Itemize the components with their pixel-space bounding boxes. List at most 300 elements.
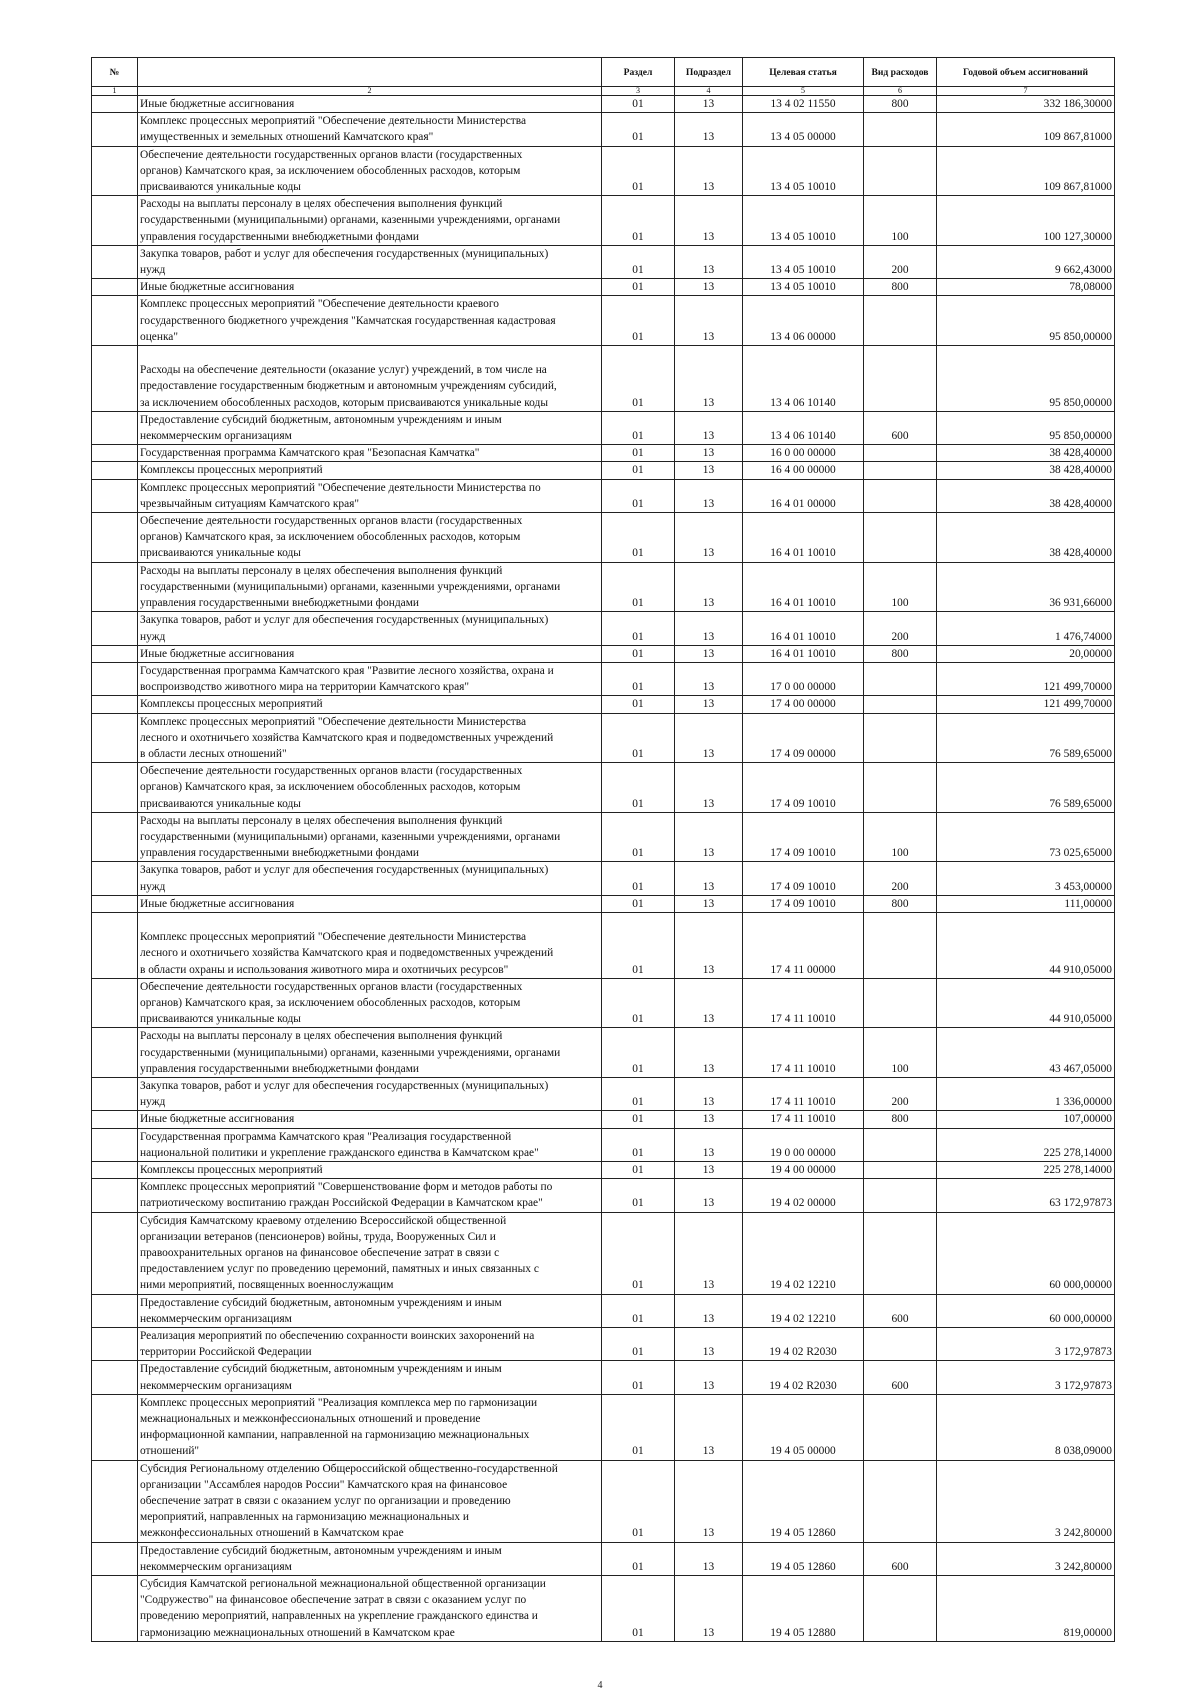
row-number-cell xyxy=(92,713,138,763)
expense-name-cell: Комплекс процессных мероприятий "Обеспечение деятельности краевого государственного бюджетного учреждения "Камчатская государственная кадастровая оценка" xyxy=(138,296,602,346)
podrazdel-cell: 13 xyxy=(675,445,743,462)
razdel-cell: 01 xyxy=(602,1394,675,1460)
razdel-cell: 01 xyxy=(602,346,675,412)
expense-name-cell: Расходы на выплаты персоналу в целях обеспечения выполнения функций государственными (муниципальными) органами, казенными учреждениями, органами управления государственными внебюджетными фондами xyxy=(138,812,602,862)
target-article-cell: 17 4 11 10010 xyxy=(743,1028,864,1078)
expense-type-cell: 800 xyxy=(864,895,937,912)
podrazdel-cell: 13 xyxy=(675,612,743,645)
annual-amount-cell: 8 038,09000 xyxy=(937,1394,1115,1460)
annual-amount-cell: 121 499,70000 xyxy=(937,662,1115,695)
table-row xyxy=(92,411,1115,444)
razdel-cell: 01 xyxy=(602,1294,675,1327)
expense-type-cell xyxy=(864,1460,937,1542)
expense-name-cell: Иные бюджетные ассигнования xyxy=(138,96,602,113)
expense-name-cell: Государственная программа Камчатского края "Безопасная Камчатка" xyxy=(138,445,602,462)
expense-type-cell: 600 xyxy=(864,1542,937,1575)
podrazdel-cell: 13 xyxy=(675,1294,743,1327)
annual-amount-cell: 43 467,05000 xyxy=(937,1028,1115,1078)
expense-name-cell: Расходы на выплаты персоналу в целях обеспечения выполнения функций государственными (муниципальными) органами, казенными учреждениями, органами управления государственными внебюджетными фондами xyxy=(138,196,602,246)
target-article-cell: 17 4 11 10010 xyxy=(743,978,864,1028)
target-article-cell: 13 4 05 10010 xyxy=(743,196,864,246)
target-article-cell: 19 0 00 00000 xyxy=(743,1128,864,1161)
expense-type-cell xyxy=(864,1162,937,1179)
expense-type-cell: 100 xyxy=(864,1028,937,1078)
expense-name-cell: Расходы на выплаты персоналу в целях обеспечения выполнения функций государственными (муниципальными) органами, казенными учреждениями, органами управления государственными внебюджетными фондами xyxy=(138,1028,602,1078)
podrazdel-cell: 13 xyxy=(675,479,743,512)
razdel-cell: 01 xyxy=(602,1162,675,1179)
header-target-article: Целевая статья xyxy=(743,58,864,87)
expense-type-cell xyxy=(864,296,937,346)
podrazdel-cell: 13 xyxy=(675,1028,743,1078)
row-number-cell xyxy=(92,895,138,912)
row-number-cell xyxy=(92,445,138,462)
expense-type-cell: 100 xyxy=(864,562,937,612)
expense-type-cell xyxy=(864,513,937,563)
razdel-cell: 01 xyxy=(602,912,675,978)
razdel-cell: 01 xyxy=(602,411,675,444)
expense-type-cell: 200 xyxy=(864,862,937,895)
target-article-cell: 19 4 05 00000 xyxy=(743,1394,864,1460)
expense-type-cell: 200 xyxy=(864,612,937,645)
podrazdel-cell: 13 xyxy=(675,1077,743,1110)
podrazdel-cell: 13 xyxy=(675,1361,743,1394)
expense-name-cell: Комплекс процессных мероприятий "Обеспечение деятельности Министерства по чрезвычайным ситуациям Камчатского края" xyxy=(138,479,602,512)
razdel-cell: 01 xyxy=(602,1542,675,1575)
expense-name-cell: Комплексы процессных мероприятий xyxy=(138,462,602,479)
podrazdel-cell: 13 xyxy=(675,279,743,296)
expense-name-cell: Расходы на выплаты персоналу в целях обеспечения выполнения функций государственными (муниципальными) органами, казенными учреждениями, органами управления государственными внебюджетными фондами xyxy=(138,562,602,612)
target-article-cell: 16 4 01 10010 xyxy=(743,612,864,645)
razdel-cell: 01 xyxy=(602,146,675,196)
row-number-cell xyxy=(92,912,138,978)
expense-type-cell xyxy=(864,713,937,763)
table-row xyxy=(92,713,1115,763)
expense-name-cell: Государственная программа Камчатского края "Развитие лесного хозяйства, охрана и воспроизводство животного мира на территории Камчатского края" xyxy=(138,662,602,695)
table-row xyxy=(92,245,1115,278)
podrazdel-cell: 13 xyxy=(675,812,743,862)
row-number-cell xyxy=(92,346,138,412)
expense-name-cell: Закупка товаров, работ и услуг для обеспечения государственных (муниципальных) нужд xyxy=(138,612,602,645)
row-number-cell xyxy=(92,411,138,444)
row-number-cell xyxy=(92,1394,138,1460)
budget-allocation-table xyxy=(91,57,1115,1642)
row-number-cell xyxy=(92,1361,138,1394)
annual-amount-cell: 76 589,65000 xyxy=(937,763,1115,813)
expense-type-cell: 800 xyxy=(864,645,937,662)
razdel-cell: 01 xyxy=(602,1576,675,1642)
razdel-cell: 01 xyxy=(602,1077,675,1110)
target-article-cell: 19 4 00 00000 xyxy=(743,1162,864,1179)
expense-name-cell: Расходы на обеспечение деятельности (оказание услуг) учреждений, в том числе на предоставление государственным бюджетным и автономным учреждениям субсидий, за исключением обособленных расходов, которым присваиваются уникальные коды xyxy=(138,346,602,412)
expense-name-cell: Субсидия Камчатской региональной межнациональной общественной организации "Содружество" на финансовое обеспечение затрат в связи с оказанием услуг по проведению мероприятий, направленных на укрепление гражданского единства и гармонизацию межнациональных отношений в Камчатском крае xyxy=(138,1576,602,1642)
target-article-cell: 17 4 11 10010 xyxy=(743,1111,864,1128)
target-article-cell: 13 4 05 10010 xyxy=(743,146,864,196)
table-row xyxy=(92,445,1115,462)
razdel-cell: 01 xyxy=(602,113,675,146)
target-article-cell: 13 4 05 00000 xyxy=(743,113,864,146)
table-row xyxy=(92,146,1115,196)
target-article-cell: 17 4 09 10010 xyxy=(743,895,864,912)
row-number-cell xyxy=(92,1212,138,1294)
expense-name-cell: Обеспечение деятельности государственных органов власти (государственных органов) Камчатского края, за исключением обособленных расходов, которым присваиваются уникальные коды xyxy=(138,978,602,1028)
razdel-cell: 01 xyxy=(602,562,675,612)
row-number-cell xyxy=(92,1576,138,1642)
table-row xyxy=(92,1111,1115,1128)
table-body xyxy=(92,96,1115,1642)
podrazdel-cell: 13 xyxy=(675,562,743,612)
razdel-cell: 01 xyxy=(602,245,675,278)
annual-amount-cell: 1 476,74000 xyxy=(937,612,1115,645)
podrazdel-cell: 13 xyxy=(675,1212,743,1294)
row-number-cell xyxy=(92,662,138,695)
expense-name-cell: Обеспечение деятельности государственных органов власти (государственных органов) Камчатского края, за исключением обособленных расходов, которым присваиваются уникальные коды xyxy=(138,146,602,196)
annual-amount-cell: 78,08000 xyxy=(937,279,1115,296)
razdel-cell: 01 xyxy=(602,862,675,895)
table-row xyxy=(92,1460,1115,1542)
podrazdel-cell: 13 xyxy=(675,1179,743,1212)
row-number-cell xyxy=(92,245,138,278)
podrazdel-cell: 13 xyxy=(675,513,743,563)
podrazdel-cell: 13 xyxy=(675,411,743,444)
razdel-cell: 01 xyxy=(602,1128,675,1161)
column-number: 7 xyxy=(937,87,1115,96)
razdel-cell: 01 xyxy=(602,1361,675,1394)
podrazdel-cell: 13 xyxy=(675,245,743,278)
target-article-cell: 13 4 06 00000 xyxy=(743,296,864,346)
annual-amount-cell: 121 499,70000 xyxy=(937,696,1115,713)
target-article-cell: 13 4 06 10140 xyxy=(743,346,864,412)
annual-amount-cell: 109 867,81000 xyxy=(937,146,1115,196)
column-number: 6 xyxy=(864,87,937,96)
expense-name-cell: Комплексы процессных мероприятий xyxy=(138,1162,602,1179)
expense-name-cell: Комплекс процессных мероприятий "Обеспечение деятельности Министерства лесного и охотничьего хозяйства Камчатского края и подведомственных учреждений в области лесных отношений" xyxy=(138,713,602,763)
table-row xyxy=(92,696,1115,713)
expense-type-cell: 200 xyxy=(864,1077,937,1110)
expense-type-cell xyxy=(864,1179,937,1212)
annual-amount-cell: 95 850,00000 xyxy=(937,346,1115,412)
expense-type-cell: 600 xyxy=(864,1361,937,1394)
column-number: 1 xyxy=(92,87,138,96)
annual-amount-cell: 109 867,81000 xyxy=(937,113,1115,146)
annual-amount-cell: 36 931,66000 xyxy=(937,562,1115,612)
podrazdel-cell: 13 xyxy=(675,862,743,895)
table-row xyxy=(92,562,1115,612)
razdel-cell: 01 xyxy=(602,1111,675,1128)
podrazdel-cell: 13 xyxy=(675,296,743,346)
header-expense-type: Вид расходов xyxy=(864,58,937,87)
podrazdel-cell: 13 xyxy=(675,113,743,146)
row-number-cell xyxy=(92,1460,138,1542)
row-number-cell xyxy=(92,1111,138,1128)
podrazdel-cell: 13 xyxy=(675,1394,743,1460)
target-article-cell: 19 4 02 12210 xyxy=(743,1294,864,1327)
expense-type-cell: 600 xyxy=(864,411,937,444)
table-row xyxy=(92,1294,1115,1327)
expense-name-cell: Закупка товаров, работ и услуг для обеспечения государственных (муниципальных) нужд xyxy=(138,862,602,895)
row-number-cell xyxy=(92,96,138,113)
table-row xyxy=(92,1394,1115,1460)
expense-type-cell xyxy=(864,912,937,978)
razdel-cell: 01 xyxy=(602,1212,675,1294)
expense-type-cell xyxy=(864,146,937,196)
page-number: 4 xyxy=(597,1680,603,1691)
target-article-cell: 13 4 05 10010 xyxy=(743,245,864,278)
annual-amount-cell: 38 428,40000 xyxy=(937,462,1115,479)
razdel-cell: 01 xyxy=(602,812,675,862)
razdel-cell: 01 xyxy=(602,1328,675,1361)
razdel-cell: 01 xyxy=(602,479,675,512)
target-article-cell: 17 4 00 00000 xyxy=(743,696,864,713)
podrazdel-cell: 13 xyxy=(675,196,743,246)
row-number-cell xyxy=(92,1542,138,1575)
podrazdel-cell: 13 xyxy=(675,1111,743,1128)
podrazdel-cell: 13 xyxy=(675,1162,743,1179)
expense-type-cell xyxy=(864,978,937,1028)
annual-amount-cell: 60 000,00000 xyxy=(937,1294,1115,1327)
row-number-cell xyxy=(92,645,138,662)
podrazdel-cell: 13 xyxy=(675,645,743,662)
target-article-cell: 13 4 06 10140 xyxy=(743,411,864,444)
table-row xyxy=(92,513,1115,563)
expense-type-cell: 100 xyxy=(864,812,937,862)
annual-amount-cell: 819,00000 xyxy=(937,1576,1115,1642)
table-row xyxy=(92,96,1115,113)
target-article-cell: 13 4 02 11550 xyxy=(743,96,864,113)
target-article-cell: 17 4 09 00000 xyxy=(743,713,864,763)
razdel-cell: 01 xyxy=(602,696,675,713)
header-podrazdel: Подраздел xyxy=(675,58,743,87)
table-row xyxy=(92,1212,1115,1294)
table-row xyxy=(92,1077,1115,1110)
row-number-cell xyxy=(92,812,138,862)
row-number-cell xyxy=(92,1294,138,1327)
header-annual-amount: Годовой объем ассигнований xyxy=(937,58,1115,87)
podrazdel-cell: 13 xyxy=(675,1128,743,1161)
column-number-row xyxy=(92,87,1115,96)
expense-name-cell: Иные бюджетные ассигнования xyxy=(138,645,602,662)
table-row xyxy=(92,662,1115,695)
razdel-cell: 01 xyxy=(602,763,675,813)
annual-amount-cell: 3 172,97873 xyxy=(937,1328,1115,1361)
table-row xyxy=(92,479,1115,512)
target-article-cell: 16 4 01 10010 xyxy=(743,562,864,612)
row-number-cell xyxy=(92,279,138,296)
row-number-cell xyxy=(92,562,138,612)
expense-name-cell: Закупка товаров, работ и услуг для обеспечения государственных (муниципальных) нужд xyxy=(138,1077,602,1110)
annual-amount-cell: 44 910,05000 xyxy=(937,912,1115,978)
podrazdel-cell: 13 xyxy=(675,696,743,713)
expense-type-cell: 800 xyxy=(864,1111,937,1128)
podrazdel-cell: 13 xyxy=(675,462,743,479)
podrazdel-cell: 13 xyxy=(675,662,743,695)
table-row xyxy=(92,645,1115,662)
podrazdel-cell: 13 xyxy=(675,912,743,978)
expense-type-cell: 800 xyxy=(864,96,937,113)
target-article-cell: 16 4 00 00000 xyxy=(743,462,864,479)
table-row xyxy=(92,1328,1115,1361)
expense-type-cell: 600 xyxy=(864,1294,937,1327)
annual-amount-cell: 76 589,65000 xyxy=(937,713,1115,763)
target-article-cell: 17 4 11 10010 xyxy=(743,1077,864,1110)
razdel-cell: 01 xyxy=(602,1179,675,1212)
expense-name-cell: Предоставление субсидий бюджетным, автономным учреждениям и иным некоммерческим организациям xyxy=(138,1361,602,1394)
row-number-cell xyxy=(92,1077,138,1110)
expense-name-cell: Обеспечение деятельности государственных органов власти (государственных органов) Камчатского края, за исключением обособленных расходов, которым присваиваются уникальные коды xyxy=(138,513,602,563)
annual-amount-cell: 95 850,00000 xyxy=(937,296,1115,346)
expense-type-cell xyxy=(864,696,937,713)
target-article-cell: 19 4 02 00000 xyxy=(743,1179,864,1212)
table-row xyxy=(92,296,1115,346)
table-row xyxy=(92,346,1115,412)
expense-type-cell xyxy=(864,445,937,462)
expense-type-cell xyxy=(864,1328,937,1361)
podrazdel-cell: 13 xyxy=(675,1328,743,1361)
column-number: 3 xyxy=(602,87,675,96)
expense-type-cell xyxy=(864,479,937,512)
table-header-row xyxy=(92,58,1115,87)
annual-amount-cell: 3 242,80000 xyxy=(937,1460,1115,1542)
razdel-cell: 01 xyxy=(602,445,675,462)
row-number-cell xyxy=(92,978,138,1028)
column-number: 5 xyxy=(743,87,864,96)
annual-amount-cell: 100 127,30000 xyxy=(937,196,1115,246)
table-row xyxy=(92,1028,1115,1078)
table-row xyxy=(92,113,1115,146)
target-article-cell: 17 4 11 00000 xyxy=(743,912,864,978)
expense-name-cell: Закупка товаров, работ и услуг для обеспечения государственных (муниципальных) нужд xyxy=(138,245,602,278)
expense-name-cell: Комплекс процессных мероприятий "Обеспечение деятельности Министерства лесного и охотничьего хозяйства Камчатского края и подведомственных учреждений в области охраны и использования животного мира и охотничьих ресурсов" xyxy=(138,912,602,978)
expense-name-cell: Реализация мероприятий по обеспечению сохранности воинских захоронений на территории Российской Федерации xyxy=(138,1328,602,1361)
razdel-cell: 01 xyxy=(602,1028,675,1078)
table-row xyxy=(92,612,1115,645)
table-row xyxy=(92,1576,1115,1642)
podrazdel-cell: 13 xyxy=(675,763,743,813)
expense-type-cell xyxy=(864,113,937,146)
row-number-cell xyxy=(92,1328,138,1361)
table-row xyxy=(92,895,1115,912)
annual-amount-cell: 3 172,97873 xyxy=(937,1361,1115,1394)
target-article-cell: 16 4 01 00000 xyxy=(743,479,864,512)
annual-amount-cell: 3 242,80000 xyxy=(937,1542,1115,1575)
target-article-cell: 19 4 02 R2030 xyxy=(743,1361,864,1394)
expense-type-cell xyxy=(864,1394,937,1460)
razdel-cell: 01 xyxy=(602,713,675,763)
row-number-cell xyxy=(92,763,138,813)
annual-amount-cell: 1 336,00000 xyxy=(937,1077,1115,1110)
expense-name-cell: Обеспечение деятельности государственных органов власти (государственных органов) Камчатского края, за исключением обособленных расходов, которым присваиваются уникальные коды xyxy=(138,763,602,813)
razdel-cell: 01 xyxy=(602,279,675,296)
razdel-cell: 01 xyxy=(602,96,675,113)
expense-type-cell xyxy=(864,1576,937,1642)
annual-amount-cell: 95 850,00000 xyxy=(937,411,1115,444)
table-row xyxy=(92,763,1115,813)
annual-amount-cell: 225 278,14000 xyxy=(937,1162,1115,1179)
podrazdel-cell: 13 xyxy=(675,1460,743,1542)
expense-name-cell: Субсидия Региональному отделению Общероссийской общественно-государственной организации "Ассамблея народов России" Камчатского края на финансовое обеспечение затрат в связи с оказанием услуг по организации и проведению мероприятий, направленных на гармонизацию межнациональных и межконфессиональных отношений в Камчатском крае xyxy=(138,1460,602,1542)
expense-name-cell: Иные бюджетные ассигнования xyxy=(138,895,602,912)
razdel-cell: 01 xyxy=(602,1460,675,1542)
table-row xyxy=(92,279,1115,296)
row-number-cell xyxy=(92,479,138,512)
row-number-cell xyxy=(92,1162,138,1179)
table-row xyxy=(92,978,1115,1028)
table-row xyxy=(92,196,1115,246)
row-number-cell xyxy=(92,1128,138,1161)
annual-amount-cell: 38 428,40000 xyxy=(937,479,1115,512)
razdel-cell: 01 xyxy=(602,296,675,346)
target-article-cell: 16 0 00 00000 xyxy=(743,445,864,462)
row-number-cell xyxy=(92,612,138,645)
podrazdel-cell: 13 xyxy=(675,1542,743,1575)
target-article-cell: 17 4 09 10010 xyxy=(743,763,864,813)
annual-amount-cell: 3 453,00000 xyxy=(937,862,1115,895)
expense-type-cell: 800 xyxy=(864,279,937,296)
annual-amount-cell: 107,00000 xyxy=(937,1111,1115,1128)
target-article-cell: 17 4 09 10010 xyxy=(743,812,864,862)
expense-name-cell: Предоставление субсидий бюджетным, автономным учреждениям и иным некоммерческим организациям xyxy=(138,1542,602,1575)
razdel-cell: 01 xyxy=(602,895,675,912)
column-number: 4 xyxy=(675,87,743,96)
target-article-cell: 17 0 00 00000 xyxy=(743,662,864,695)
podrazdel-cell: 13 xyxy=(675,978,743,1028)
expense-name-cell: Государственная программа Камчатского края "Реализация государственной национальной политики и укрепление гражданского единства в Камчатском крае" xyxy=(138,1128,602,1161)
table-row xyxy=(92,462,1115,479)
table-row xyxy=(92,1542,1115,1575)
expense-type-cell xyxy=(864,346,937,412)
expense-name-cell: Иные бюджетные ассигнования xyxy=(138,1111,602,1128)
podrazdel-cell: 13 xyxy=(675,1576,743,1642)
target-article-cell: 19 4 02 R2030 xyxy=(743,1328,864,1361)
target-article-cell: 16 4 01 10010 xyxy=(743,645,864,662)
table-row xyxy=(92,862,1115,895)
razdel-cell: 01 xyxy=(602,662,675,695)
target-article-cell: 19 4 05 12860 xyxy=(743,1542,864,1575)
expense-type-cell xyxy=(864,1128,937,1161)
podrazdel-cell: 13 xyxy=(675,713,743,763)
target-article-cell: 13 4 05 10010 xyxy=(743,279,864,296)
expense-name-cell: Комплекс процессных мероприятий "Реализация комплекса мер по гармонизации межнациональных и межконфессиональных отношений и проведение информационной кампании, направленной на гармонизацию межнациональных отношений" xyxy=(138,1394,602,1460)
annual-amount-cell: 332 186,30000 xyxy=(937,96,1115,113)
expense-type-cell xyxy=(864,462,937,479)
expense-type-cell xyxy=(864,662,937,695)
row-number-cell xyxy=(92,696,138,713)
target-article-cell: 16 4 01 10010 xyxy=(743,513,864,563)
annual-amount-cell: 44 910,05000 xyxy=(937,978,1115,1028)
table-row xyxy=(92,1361,1115,1394)
annual-amount-cell: 9 662,43000 xyxy=(937,245,1115,278)
header-razdel: Раздел xyxy=(602,58,675,87)
table-row xyxy=(92,1128,1115,1161)
expense-name-cell: Предоставление субсидий бюджетным, автономным учреждениям и иным некоммерческим организациям xyxy=(138,1294,602,1327)
podrazdel-cell: 13 xyxy=(675,96,743,113)
annual-amount-cell: 111,00000 xyxy=(937,895,1115,912)
row-number-cell xyxy=(92,862,138,895)
row-number-cell xyxy=(92,146,138,196)
expense-name-cell: Иные бюджетные ассигнования xyxy=(138,279,602,296)
podrazdel-cell: 13 xyxy=(675,895,743,912)
row-number-cell xyxy=(92,113,138,146)
column-number: 2 xyxy=(138,87,602,96)
expense-type-cell: 100 xyxy=(864,196,937,246)
target-article-cell: 19 4 05 12880 xyxy=(743,1576,864,1642)
razdel-cell: 01 xyxy=(602,978,675,1028)
razdel-cell: 01 xyxy=(602,513,675,563)
expense-name-cell: Комплекс процессных мероприятий "Совершенствование форм и методов работы по патриотическому воспитанию граждан Российской Федерации в Камчатском крае" xyxy=(138,1179,602,1212)
row-number-cell xyxy=(92,1028,138,1078)
header-name xyxy=(138,58,602,87)
expense-name-cell: Комплексы процессных мероприятий xyxy=(138,696,602,713)
table-row xyxy=(92,912,1115,978)
